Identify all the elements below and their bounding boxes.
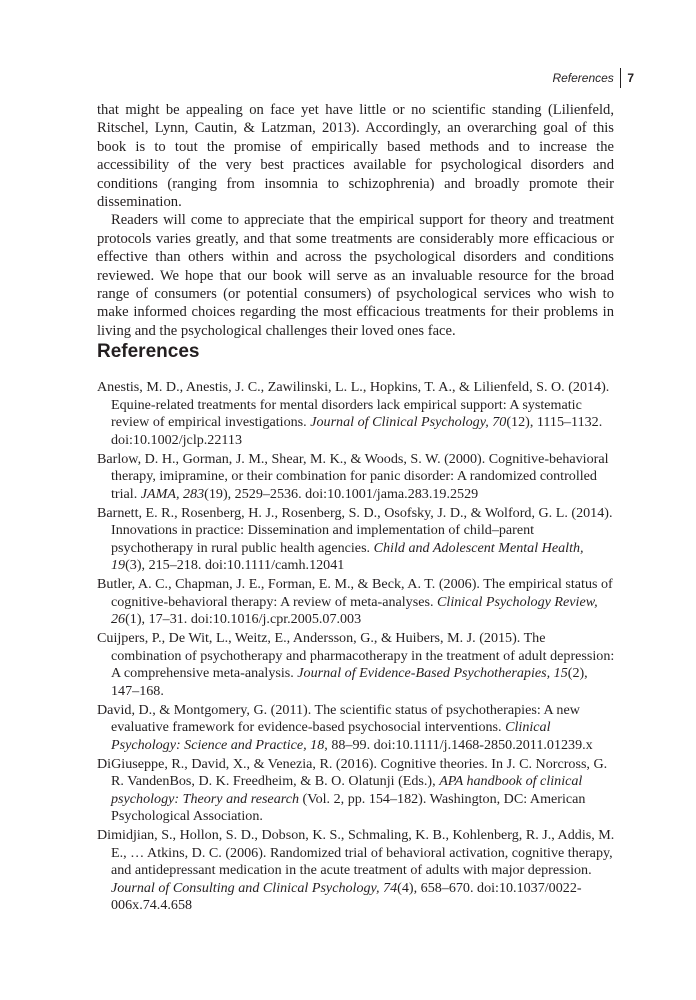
reference-source: APA handbook of clinical psychology: Theory and research — [111, 773, 583, 807]
page-number: 7 — [627, 71, 634, 85]
reference-details: (2), 147–168. — [111, 665, 588, 699]
section-heading-references: References — [97, 341, 200, 362]
reference-details: (12), 1115–1132. doi:10.1002/jclp.22113 — [111, 414, 603, 448]
reference-entry — [97, 505, 617, 575]
reference-entry — [97, 451, 617, 504]
reference-source: Journal of Consulting and Clinical Psychology, 74 — [111, 879, 398, 896]
reference-details: (3), 215–218. doi:10.1111/camh.12041 — [125, 557, 345, 573]
reference-text: Cuijpers, P., De Wit, L., Weitz, E., Andersson, G., & Huibers, M. J. (2015). The combination of psychotherapy and pharmacotherapy in the treatment of adult depression: A comprehensive meta-analysis. — [97, 630, 615, 681]
reference-entry — [97, 702, 617, 755]
reference-details: (4), 658–670. doi:10.1037/0022-006x.74.4.658 — [111, 879, 582, 913]
reference-text: David, D., & Montgomery, G. (2011). The scientific status of psychotherapies: A new evaluative framework for evidence-based psychosocial interventions. — [97, 701, 580, 735]
running-head-divider — [620, 68, 622, 88]
body-text — [97, 101, 614, 340]
reference-entry — [97, 630, 617, 700]
reference-details: , 88–99. doi:10.1111/j.1468-2850.2011.01239.x — [324, 736, 593, 753]
reference-entry — [97, 576, 617, 629]
reference-source: Clinical Psychology Review, 26 — [111, 593, 598, 627]
reference-text: Anestis, M. D., Anestis, J. C., Zawilinski, L. L., Hopkins, T. A., & Lilienfeld, S. O. (2014). Equine-related treatments for mental disorders lack empirical support: A systematic review of empirical investigations. — [97, 379, 610, 430]
reference-text: Barnett, E. R., Rosenberg, H. J., Rosenberg, S. D., Osofsky, J. D., & Wolford, G. L. (2014). Innovations in practice: Dissemination and implementation of child–parent psychotherapy in rural public health agencies. — [97, 504, 613, 556]
reference-text: Butler, A. C., Chapman, J. E., Forman, E. M., & Beck, A. T. (2006). The empirical status of cognitive-behavioral therapy: A review of meta-analyses. — [97, 576, 613, 610]
body-paragraph: that might be appealing on face yet have little or no scientific standing (Lilienfeld, Ritschel, Lynn, Cautin, & Latzman, 2013). Accordingly, an overarching goal of this book is to tout the promise of empirically based methods and to increase the accessibility of the very best practices available for psychological disorders and conditions (ranging from insomnia to schizophrenia) and broadly promote their dissemination. — [97, 102, 614, 211]
reference-entry — [97, 379, 617, 449]
reference-details: (19), 2529–2536. doi:10.1001/jama.283.19.2529 — [204, 485, 479, 502]
reference-details: (1), 17–31. doi:10.1016/j.cpr.2005.07.003 — [125, 611, 362, 627]
reference-text: DiGiuseppe, R., David, X., & Venezia, R. (2016). Cognitive theories. In J. C. Norcross, G. R. VandenBos, D. K. Freedheim, & B. O. Olatunji (Eds.), — [97, 755, 608, 789]
reference-source: Clinical Psychology: Science and Practice, 18 — [111, 719, 551, 753]
reference-text: Dimidjian, S., Hollon, S. D., Dobson, K. S., Schmaling, K. B., Kohlenberg, R. J., Addis, M. E., … Atkins, D. C. (2006). Randomized trial of behavioral activation, cognitive therapy, and antidepressant medication in the acute treatment of adults with major depression. — [97, 827, 615, 878]
reference-source: Journal of Clinical Psychology, 70 — [310, 414, 507, 430]
reference-source: Journal of Evidence-Based Psychotherapies, 15 — [297, 665, 568, 681]
reference-entry — [97, 827, 617, 915]
reference-entry — [97, 756, 617, 826]
reference-source: JAMA, 283 — [140, 485, 205, 502]
running-head — [552, 68, 634, 88]
reference-details: (Vol. 2, pp. 154–182). Washington, DC: American Psychological Association. — [111, 790, 586, 824]
reference-list — [97, 379, 617, 916]
running-head-title: References — [552, 71, 614, 85]
reference-text: Barlow, D. H., Gorman, J. M., Shear, M. K., & Woods, S. W. (2000). Cognitive-behavioral therapy, imipramine, or their combination for panic disorder: A randomized controlled trial. — [97, 450, 609, 502]
body-paragraph: Readers will come to appreciate that the empirical support for theory and treatment protocols varies greatly, and that some treatments are considerably more efficacious or effective than others within and across the psychological disorders and conditions reviewed. We hope that our book will serve as an invaluable resource for the broad range of consumers (or potential consumers) of psychological services who wish to make informed choices regarding the most efficacious treatments for their problems in living and the psychological challenges their loved ones face. — [97, 212, 614, 339]
reference-source: Child and Adolescent Mental Health, 19 — [111, 539, 584, 573]
